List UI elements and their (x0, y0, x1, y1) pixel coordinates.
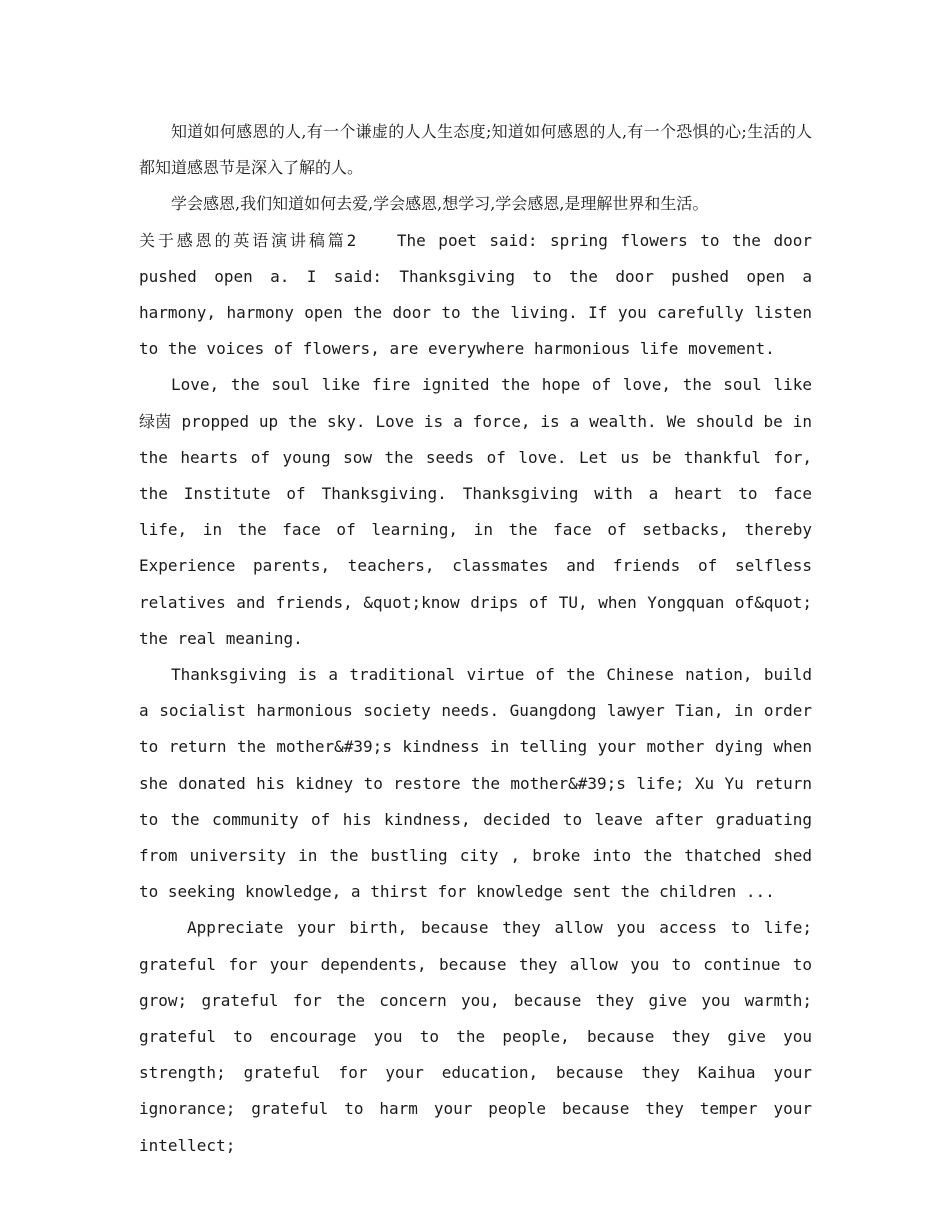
paragraph-1: 知道如何感恩的人,有一个谦虚的人人生态度;知道如何感恩的人,有一个恐惧的心;生活的人都知道感恩节是深入了解的人。 (139, 122, 812, 178)
paragraph-2: 学会感恩,我们知道如何去爱,学会感恩,想学习,学会感恩,是理解世界和生活。 (171, 194, 709, 214)
paragraph-3: 关于感恩的英语演讲稿篇2 The poet said: spring flowers to the door pushed open a. I said: Thanksgiving to the door pushed open a harmony, harmony open the door to the living. If you carefully listen to the voices of flowers, are everywhere harmonious life movement. (139, 230, 812, 359)
paragraph-5: Thanksgiving is a traditional virtue of the Chinese nation, build a socialist harmonious society needs. Guangdong lawyer Tian, in order to return the mother&#39;s kindness in telling your mother dying when she donated his kidney to restore the mother&#39;s life; Xu Yu return to the community of his kindness, decided to leave after graduating from university in the bustling city , broke into the thatched shed to seeking knowledge, a thirst for knowledge sent the children ... (139, 665, 812, 902)
paragraph-6: Appreciate your birth, because they allow you access to life; grateful for your dependents, because they allow you to continue to grow; grateful for the concern you, because they give you warmth; grateful to encourage you to the people, because they give you strength; grateful for your education, because they Kaihua your ignorance; grateful to harm your people because they temper your intellect; (139, 918, 812, 1155)
paragraph-4: Love, the soul like fire ignited the hope of love, the soul like 绿茵 propped up the sky. Love is a force, is a wealth. We should be in the hearts of young sow the seeds of love. Let us be thankful for, the Institute of Thanksgiving. Thanksgiving with a heart to face life, in the face of learning, in the face of setbacks, thereby Experience parents, teachers, classmates and friends of selfless relatives and friends, &quot;know drips of TU, when Yongquan of&quot; the real meaning. (139, 375, 812, 648)
document-body (139, 114, 812, 1164)
